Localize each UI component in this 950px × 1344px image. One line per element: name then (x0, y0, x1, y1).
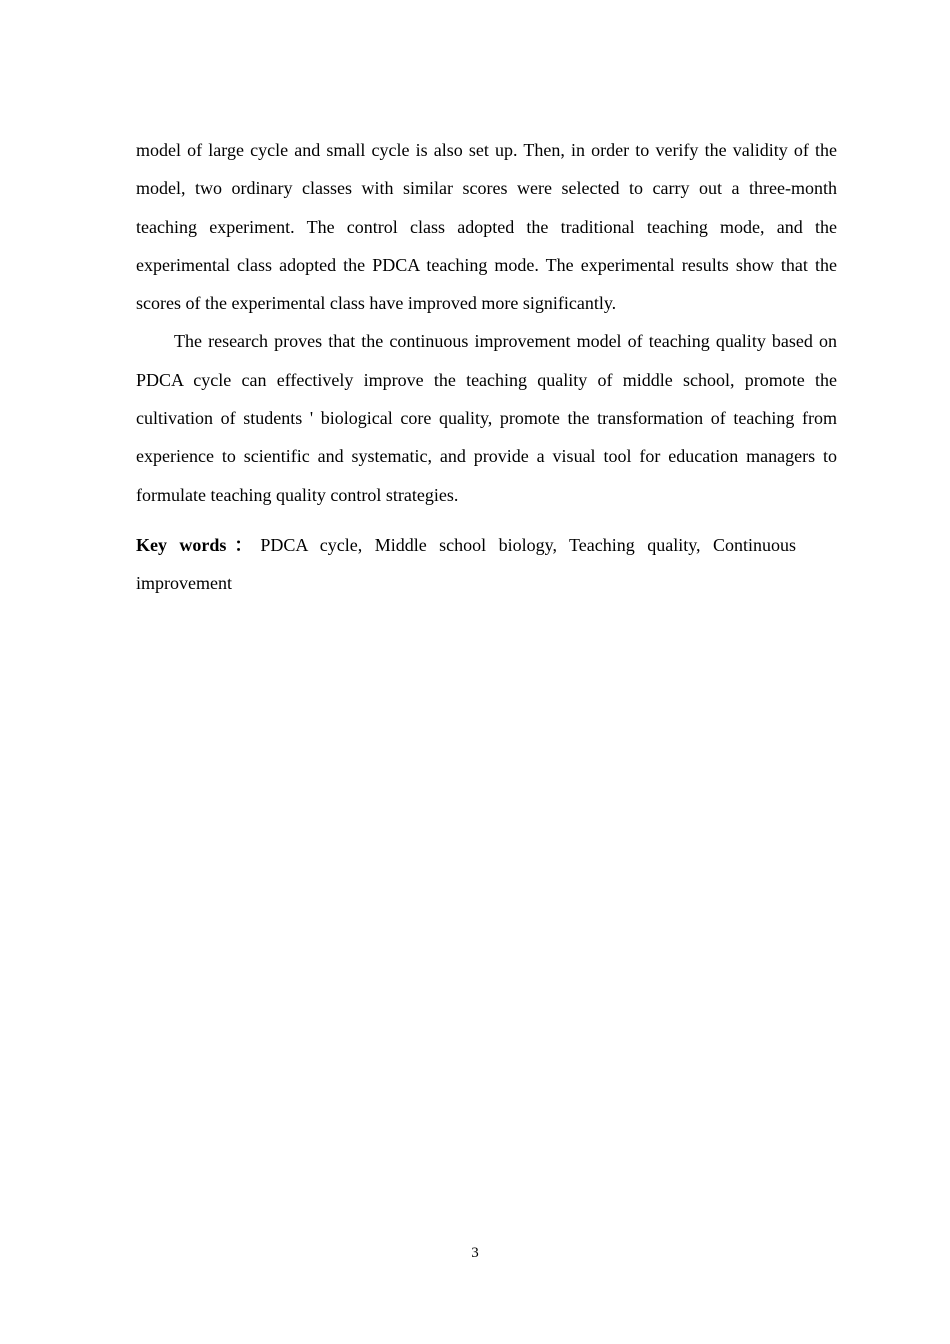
abstract-paragraph-conclusion: The research proves that the continuous improvement model of teaching quality based on PDCA cycle can effectively improve the teaching quality of middle school, promote the cultivation of students ' biological core quality, promote the transformation of teaching from experience to scientific and systematic, and provide a visual tool for education managers to formulate teaching quality control strategies. (136, 331, 837, 505)
keywords-line (136, 526, 796, 602)
page-number: 3 (471, 1245, 479, 1261)
abstract-paragraph-continued: model of large cycle and small cycle is also set up. Then, in order to verify the validity of the model, two ordinary classes with similar scores were selected to carry out a three-month teaching experiment. The control class adopted the traditional teaching mode, and the experimental class adopted the PDCA teaching mode. The experimental results show that the scores of the experimental class have improved more significantly. (136, 140, 837, 314)
keywords-value: PDCA cycle, Middle school biology, Teaching quality, Continuous improvement (136, 534, 796, 593)
keywords-label: Key words： (136, 534, 261, 555)
abstract-body (136, 131, 837, 602)
